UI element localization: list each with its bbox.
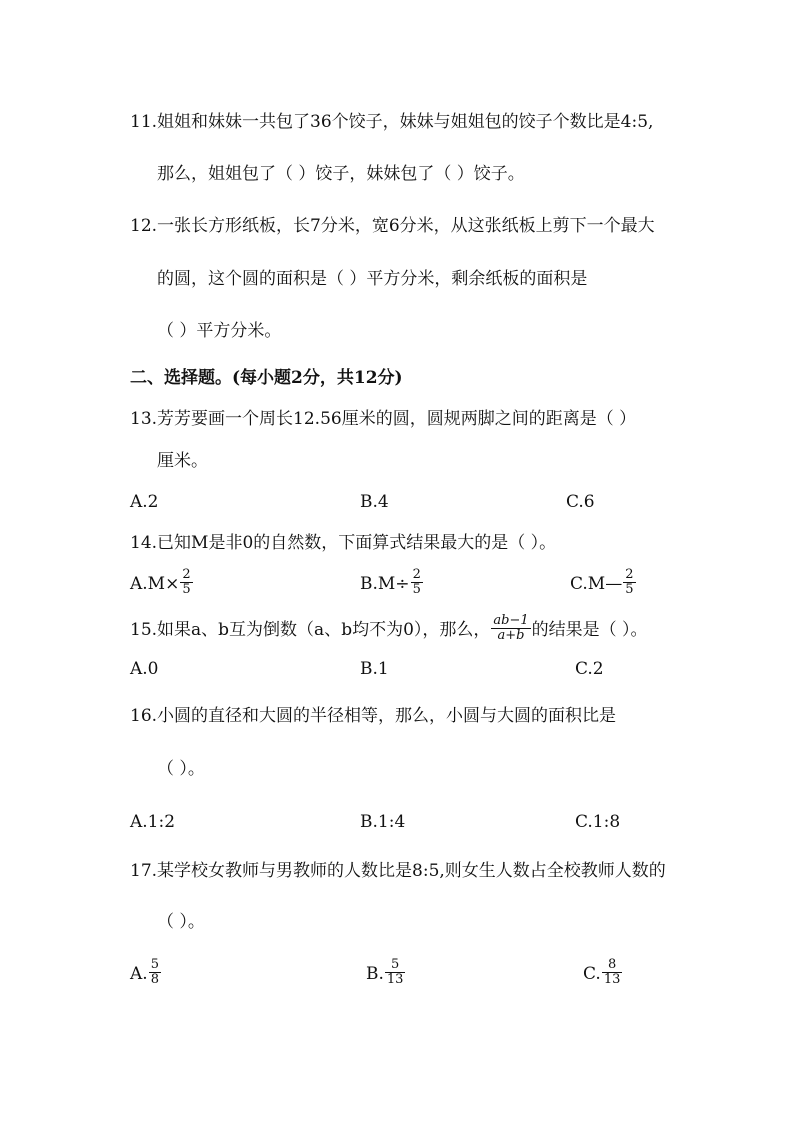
fraction-numerator: 2 <box>625 567 634 582</box>
q14-option-c <box>570 567 637 599</box>
q15-option-a: A.0 <box>130 659 159 679</box>
fraction-numerator: 2 <box>412 567 421 582</box>
q13-line1: 13.芳芳要画一个周长12.56厘米的圆，圆规两脚之间的距离是（ ） <box>130 409 637 429</box>
q17-option-b <box>366 957 406 989</box>
q17-line1: 17.某学校女教师与男教师的人数比是8:5,则女生人数占全校教师人数的 <box>130 861 666 881</box>
fraction-numerator: 8 <box>602 958 623 973</box>
q14-option-b-fraction <box>411 568 423 597</box>
q17-option-c <box>583 957 623 989</box>
q16-line2: （ ）。 <box>157 759 205 779</box>
q15-stem <box>130 613 648 645</box>
q13-option-a: A.2 <box>130 492 159 512</box>
q17-option-c-fraction <box>602 958 623 987</box>
section-heading: 二、选择题。(每小题2分，共12分) <box>130 368 403 388</box>
q13-line2: 厘米。 <box>157 451 208 471</box>
q13-option-b: B.4 <box>360 492 389 512</box>
q14-option-a <box>130 567 194 599</box>
q16-line1: 16.小圆的直径和大圆的半径相等，那么，小圆与大圆的面积比是 <box>130 706 617 726</box>
q15-option-b: B.1 <box>360 659 389 679</box>
fraction-denominator: 13 <box>386 972 404 987</box>
fraction-numerator: ab−1 <box>493 613 529 628</box>
fraction-numerator: 5 <box>150 957 159 972</box>
q17-option-b-fraction <box>385 958 406 987</box>
q11-line1: 11.姐姐和妹妹一共包了36个饺子，妹妹与姐姐包的饺子个数比是4:5, <box>130 112 654 132</box>
fraction-denominator: a+b <box>497 628 525 643</box>
fraction-denominator: 13 <box>603 972 621 987</box>
q12-line2: 的圆，这个圆的面积是（ ）平方分米，剩余纸板的面积是 <box>157 269 588 289</box>
q17-option-a <box>130 957 162 989</box>
q14-option-a-prefix: A.M× <box>130 574 180 594</box>
q14-stem: 14.已知M是非0的自然数，下面算式结果最大的是（ ）。 <box>130 533 557 553</box>
fraction-numerator: 5 <box>385 958 406 973</box>
q16-option-c: C.1:8 <box>575 812 621 832</box>
q14-option-c-fraction <box>623 568 635 597</box>
q15-stem-after: 的结果是（ ）。 <box>531 620 648 640</box>
q12-line1: 12.一张长方形纸板，长7分米，宽6分米，从这张纸板上剪下一个最大 <box>130 216 655 236</box>
q14-option-a-fraction <box>180 568 192 597</box>
q14-option-c-prefix: C.M— <box>570 574 623 594</box>
fraction-numerator: 2 <box>182 567 191 582</box>
q14-option-b <box>360 567 424 599</box>
q12-line3: （ ）平方分米。 <box>157 321 282 341</box>
q17-option-b-prefix: B. <box>366 964 384 984</box>
q17-option-a-prefix: A. <box>130 964 148 984</box>
q15-option-c: C.2 <box>575 659 604 679</box>
fraction-denominator: 5 <box>625 582 634 597</box>
q14-option-b-prefix: B.M÷ <box>360 574 410 594</box>
q17-line2: （ ）。 <box>157 912 205 932</box>
q16-option-a: A.1:2 <box>130 812 176 832</box>
fraction-denominator: 8 <box>150 972 159 987</box>
q11-line2: 那么，姐姐包了（ ）饺子，妹妹包了（ ）饺子。 <box>157 164 525 184</box>
q15-fraction <box>491 614 530 643</box>
q17-option-c-prefix: C. <box>583 964 601 984</box>
q16-option-b: B.1:4 <box>360 812 406 832</box>
q17-option-a-fraction <box>149 958 161 987</box>
q13-option-c: C.6 <box>566 492 595 512</box>
q15-stem-before: 15.如果a、b互为倒数（a、b均不为0），那么， <box>130 620 491 640</box>
fraction-denominator: 5 <box>182 582 191 597</box>
fraction-denominator: 5 <box>412 582 421 597</box>
